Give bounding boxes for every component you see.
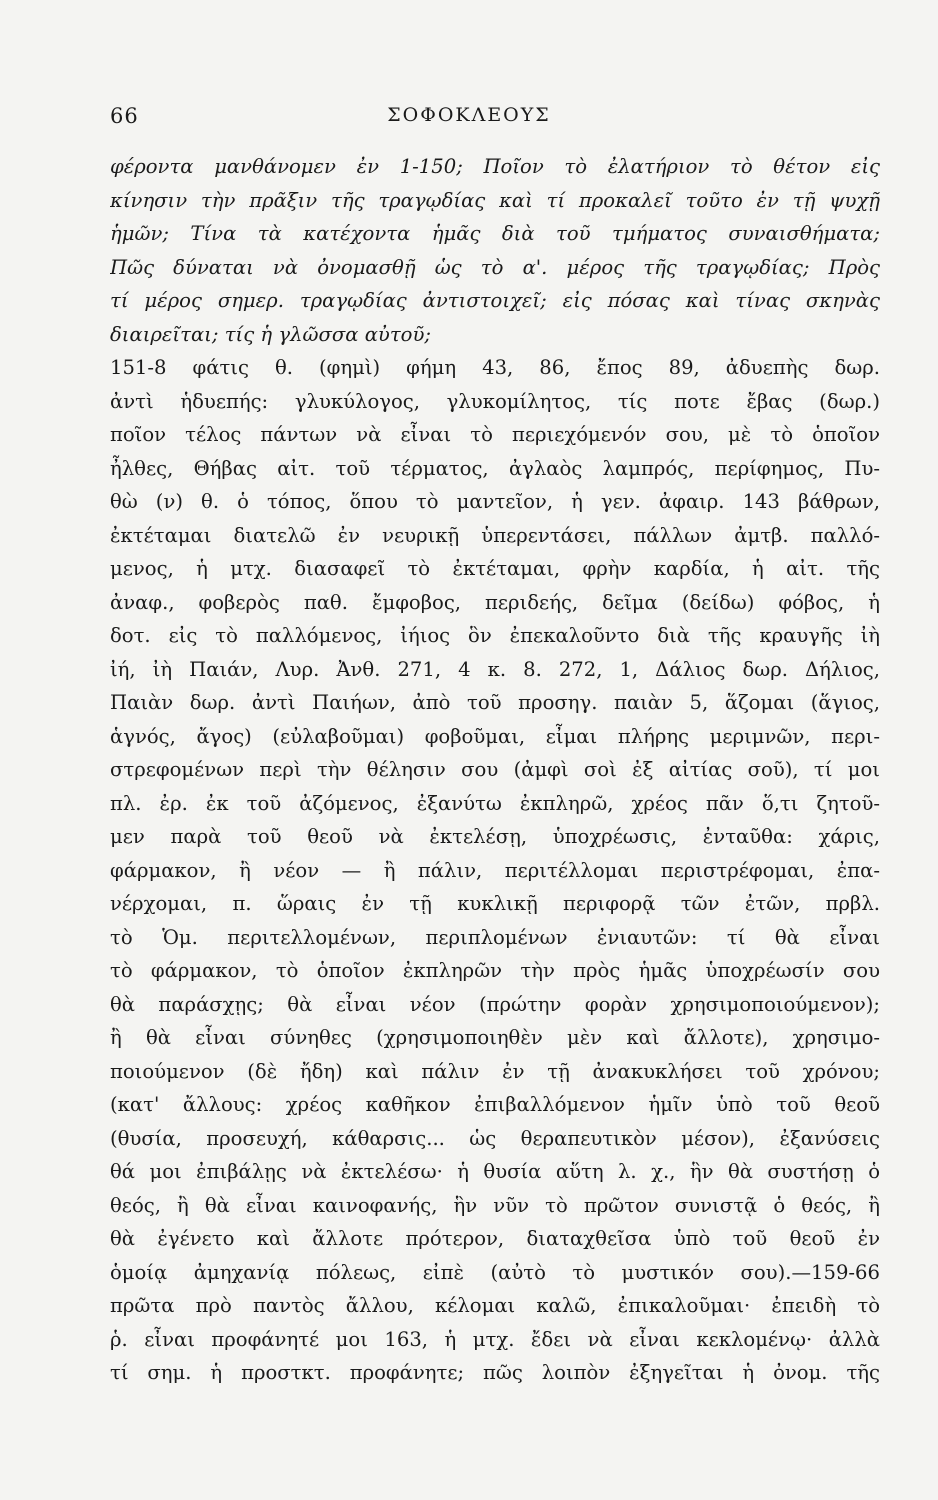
text-line: θεός, ἢ θὰ εἶναι καινοφανής, ἣν νῦν τὸ πρῶτον συνιστᾷ ὁ θεός, ἢ — [110, 1193, 880, 1217]
text-line: 151-8 φάτις θ. (φημὶ) φήμη 43, 86, ἔπος 89, ἀδυεπὴς δωρ. — [110, 356, 880, 379]
text-line: θὰ ἐγένετο καὶ ἄλλοτε πρότερον, διαταχθεῖσα ὑπὸ τοῦ θεοῦ ἐν — [110, 1227, 880, 1250]
text-line: πλ. ἐρ. ἐκ τοῦ ἀζόμενος, ἐξανύτω ἐκπληρῶ, χρέος πᾶν ὅ,τι ζητοῦ- — [110, 791, 880, 815]
text-line: ἐκτέταμαι διατελῶ ἐν νευρικῇ ὑπερεντάσει, πάλλων ἀμτβ. παλλό- — [110, 523, 880, 547]
text-line: Παιὰν δωρ. ἀντὶ Παιήων, ἀπὸ τοῦ προσηγ. παιὰν 5, ἅζομαι (ἅγιος, — [110, 691, 880, 714]
text-line: τὸ φάρμακον, τὸ ὁποῖον ἐκπληρῶν τὴν πρὸς ἡμᾶς ὑποχρέωσίν σου — [110, 959, 880, 982]
text-line: ἡμῶν; Τίνα τὰ κατέχοντα ἡμᾶς διὰ τοῦ τμήματος συναισθήματα; — [110, 222, 880, 245]
page-number: 66 — [110, 104, 139, 128]
text-line: δοτ. εἰς τὸ παλλόμενος, ἰήιος ὃν ἐπεκαλοῦντο διὰ τῆς κραυγῆς ἰὴ — [110, 624, 880, 647]
text-line: ἰή, ἰὴ Παιάν, Λυρ. Ἀνθ. 271, 4 κ. 8. 272, 1, Δάλιος δωρ. Δήλιος, — [110, 657, 880, 681]
running-title: ΣΟΦΟΚΛΕΟΥΣ — [387, 104, 551, 126]
text-line: ἦλθες, Θήβας αἰτ. τοῦ τέρματος, ἀγλαὸς λαμπρός, περίφημος, Πυ- — [110, 456, 880, 480]
text-line: Πῶς δύναται νὰ ὀνομασθῇ ὡς τὸ α'. μέρος τῆς τραγῳδίας; Πρὸς — [110, 255, 880, 279]
text-line: θὼ (ν) θ. ὁ τόπος, ὅπου τὸ μαντεῖον, ἡ γεν. ἀφαιρ. 143 βάθρων, — [110, 490, 880, 513]
text-line: ἀντὶ ἡδυεπής: γλυκύλογος, γλυκομίλητος, τίς ποτε ἔβας (δωρ.) — [110, 389, 880, 413]
text-line: ἢ θὰ εἶναι σύνηθες (χρησιμοποιηθὲν μὲν καὶ ἄλλοτε), χρησιμο- — [110, 1026, 880, 1049]
text-line: φάρμακον, ἢ νέον — ἢ πάλιν, περιτέλλομαι περιστρέφομαι, ἐπα- — [110, 858, 880, 882]
text-line: μεν παρὰ τοῦ θεοῦ νὰ ἐκτελέσῃ, ὑποχρέωσις, ἐνταῦθα: χάρις, — [110, 825, 880, 848]
text-line: ἁγνός, ἄγος) (εὐλαβοῦμαι) φοβοῦμαι, εἶμαι πλήρης μεριμνῶν, περι- — [110, 724, 880, 748]
text-line: ὁμοίᾳ ἀμηχανίᾳ πόλεως, εἰπὲ (αὐτὸ τὸ μυστικόν σου).—159-66 — [110, 1260, 880, 1284]
text-line: κίνησιν τὴν πρᾶξιν τῆς τραγῳδίας καὶ τί προκαλεῖ τοῦτο ἐν τῇ ψυχῇ — [110, 188, 880, 212]
text-line: διαιρεῖται; τίς ἡ γλῶσσα αὐτοῦ; — [110, 322, 431, 346]
text-line: τὸ Ὁμ. περιτελλομένων, περιπλομένων ἐνιαυτῶν: τί θὰ εἶναι — [110, 925, 880, 949]
text-line: ἀναφ., φοβερὸς παθ. ἔμφοβος, περιδεής, δεῖμα (δείδω) φόβος, ἡ — [110, 590, 880, 614]
text-line: (κατ' ἄλλους: χρέος καθῆκον ἐπιβαλλόμενον ἡμῖν ὑπὸ τοῦ θεοῦ — [110, 1093, 880, 1116]
text-line: τί σημ. ἡ προστκτ. προφάνητε; πῶς λοιπὸν ἐξηγεῖται ἡ ὀνομ. τῆς — [110, 1361, 880, 1384]
text-line: μενος, ἡ μτχ. διασαφεῖ τὸ ἐκτέταμαι, φρὴν καρδία, ἡ αἰτ. τῆς — [110, 557, 880, 580]
text-line: φέροντα μανθάνομεν ἐν 1-150; Ποῖον τὸ ἐλατήριον τὸ θέτον εἰς — [110, 155, 880, 178]
page-header — [0, 104, 938, 134]
text-line: ποιούμενον (δὲ ἤδη) καὶ πάλιν ἐν τῇ ἀνακυκλήσει τοῦ χρόνου; — [110, 1059, 880, 1083]
text-line: πρῶτα πρὸ παντὸς ἄλλου, κέλομαι καλῶ, ἐπικαλοῦμαι· ἐπειδὴ τὸ — [110, 1294, 880, 1317]
text-line: ῥ. εἶναι προφάνητέ μοι 163, ἡ μτχ. ἔδει νὰ εἶναι κεκλομένῳ· ἀλλὰ — [110, 1327, 880, 1351]
text-line: τί μέρος σημερ. τραγῳδίας ἀντιστοιχεῖ; εἰς πόσας καὶ τίνας σκηνὰς — [110, 289, 880, 312]
text-line: στρεφομένων περὶ τὴν θέλησιν σου (ἀμφὶ σοὶ ἐξ αἰτίας σοῦ), τί μοι — [110, 758, 880, 781]
body-text — [110, 150, 880, 1390]
text-line: θὰ παράσχῃς; θὰ εἶναι νέον (πρώτην φορὰν χρησιμοποιούμενον); — [110, 992, 880, 1016]
text-line: (θυσία, προσευχή, κάθαρσις... ὡς θεραπευτικὸν μέσον), ἐξανύσεις — [110, 1126, 880, 1150]
text-line: νέρχομαι, π. ὥραις ἐν τῇ κυκλικῇ περιφορᾷ τῶν ἐτῶν, πρβλ. — [110, 892, 880, 915]
text-line: θά μοι ἐπιβάλῃς νὰ ἐκτελέσω· ἡ θυσία αὕτη λ. χ., ἣν θὰ συστήσῃ ὁ — [110, 1160, 880, 1183]
text-line: ποῖον τέλος πάντων νὰ εἶναι τὸ περιεχόμενόν σου, μὲ τὸ ὁποῖον — [110, 423, 880, 446]
